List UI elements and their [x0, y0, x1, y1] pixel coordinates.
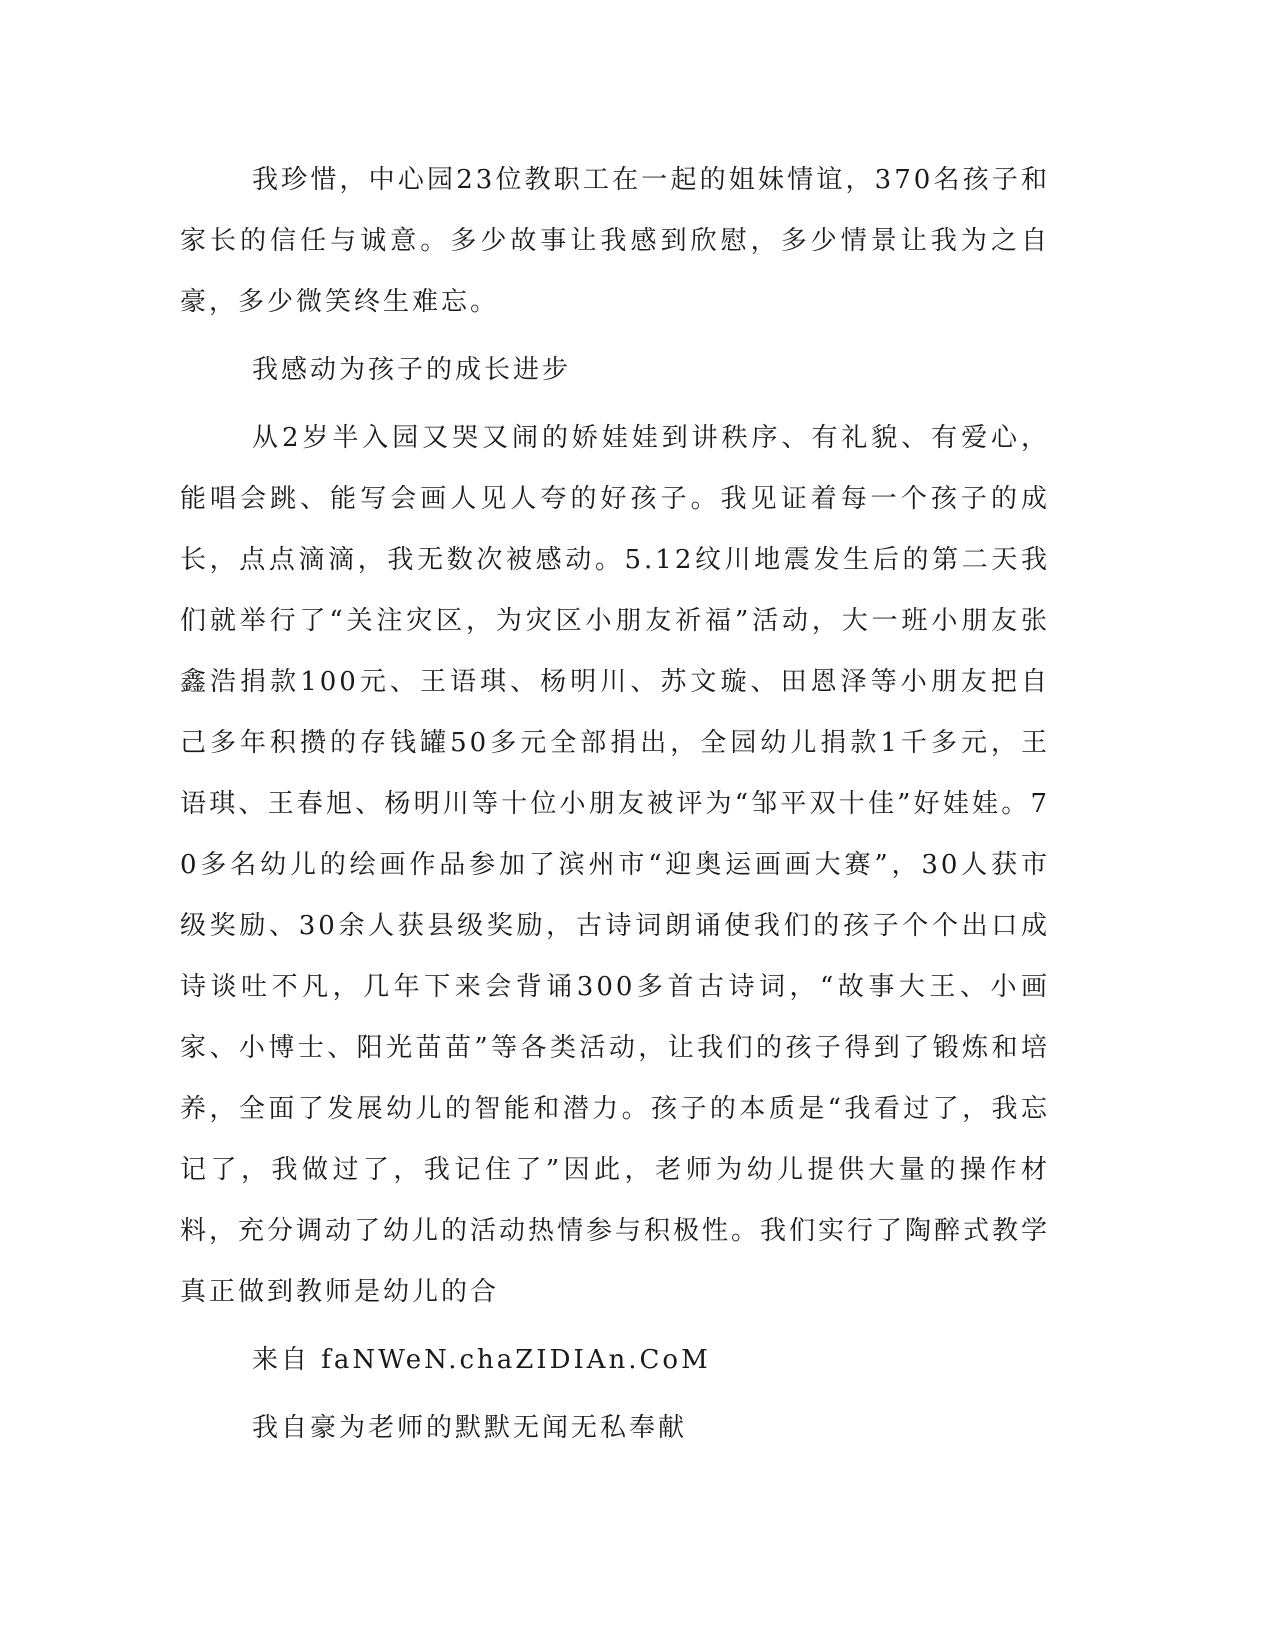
document-body [180, 150, 1050, 1466]
section-heading-children-growth: 我感动为孩子的成长进步 [252, 355, 572, 385]
paragraph-cherish: 我珍惜，中心园23位教职工在一起的姐妹情谊，370名孩子和家长的信任与诚意。多少故事让我感到欣慰，多少情景让我为之自豪，多少微笑终生难忘。 [180, 165, 1050, 317]
section-heading-teachers: 我自豪为老师的默默无闻无私奉献 [252, 1413, 688, 1443]
paragraph-children-growth: 从2岁半入园又哭又闹的娇娃娃到讲秩序、有礼貌、有爱心，能唱会跳、能写会画人见人夸的好孩子。我见证着每一个孩子的成长，点点滴滴，我无数次被感动。5.12纹川地震发生后的第二天我们就举行了“关注灾区，为灾区小朋友祈福”活动，大一班小朋友张鑫浩捐款100元、王语琪、杨明川、苏文璇、田恩泽等小朋友把自己多年积攒的存钱罐50多元全部捐出，全园幼儿捐款1千多元，王语琪、王春旭、杨明川等十位小朋友被评为“邹平双十佳”好娃娃。7 0多名幼儿的绘画作品参加了滨州市“迎奥运画画大赛”，30人获市级奖励、30余人获县级奖励，古诗词朗诵使我们的孩子个个出口成诗谈吐不凡，几年下来会背诵300多首古诗词，“故事大王、小画家、小博士、阳光苗苗”等各类活动，让我们的孩子得到了锻炼和培养，全面了发展幼儿的智能和潜力。孩子的本质是“我看过了，我忘记了，我做过了，我记住了”因此，老师为幼儿提供大量的操作材料，充分调动了幼儿的活动热情参与积极性。我们实行了陶醉式教学真正做到教师是幼儿的合 [180, 423, 1051, 1307]
source-note: 来自 faNWeN.chaZIDIAn.CoM [252, 1345, 711, 1375]
